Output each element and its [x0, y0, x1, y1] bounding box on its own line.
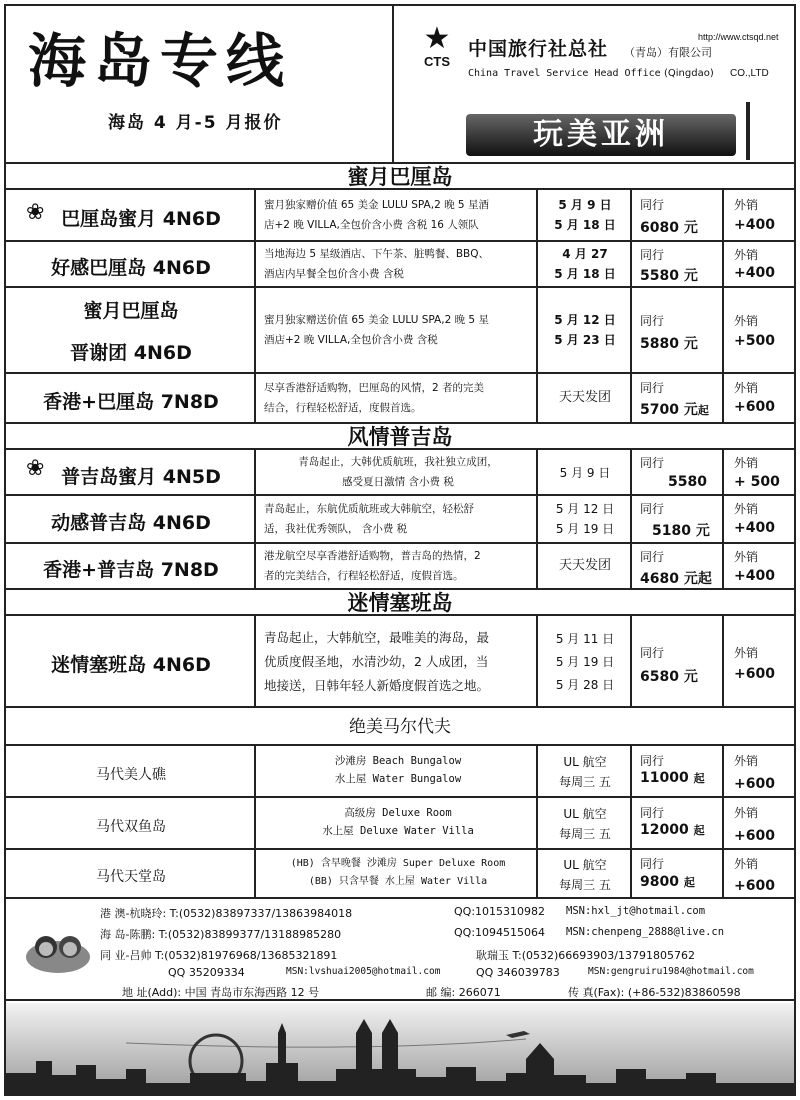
date: 5 月 11 日 — [555, 632, 615, 646]
peer-label: 同行 — [640, 502, 665, 516]
table-row — [6, 374, 794, 424]
table-row — [6, 850, 794, 899]
date: 5 月 23 日 — [554, 333, 616, 347]
tour-name: 晋谢团 4N6D — [70, 342, 192, 364]
contact-island-qq: QQ:1094515064 — [454, 926, 546, 939]
peer-label: 同行 — [640, 550, 665, 564]
tour-desc-cell — [256, 850, 538, 897]
contact-address: 地 址(Add): 中国 青岛市东海西路 12 号 — [122, 986, 320, 999]
desc-line: 地接送，日韩年轻人新婚度假首选之地。 — [264, 678, 490, 693]
tour-desc-cell — [256, 374, 538, 422]
desc-line: 青岛起止，大韩优质航班，我社独立成团， — [298, 456, 498, 468]
logo-abbr: CTS — [424, 54, 450, 69]
tour-name: 香港+普吉岛 7N8D — [43, 559, 219, 581]
date: 5 月 18 日 — [554, 267, 616, 281]
retail-label: 外销 — [734, 857, 759, 871]
tour-name: 动感普吉岛 4N6D — [51, 512, 211, 534]
peer-price: 5880 元 — [640, 336, 698, 352]
tour-desc-cell — [256, 450, 538, 494]
desc-line: 青岛起止，大韩航空，最唯美的海岛，最 — [264, 630, 490, 645]
contact-hk: 港 澳-杭晓玲: T:(0532)83897337/13863984018 — [100, 907, 353, 920]
peer-price: 4680 元起 — [640, 571, 712, 587]
tour-name-cell — [6, 190, 256, 240]
desc-line: 适，我社优秀领队， 含小费 税 — [264, 523, 408, 535]
tour-name-cell — [6, 616, 256, 706]
retail-price: +600 — [734, 666, 775, 682]
contact-block — [6, 899, 794, 1001]
price-suffix: 起 — [697, 404, 709, 417]
retail-label: 外销 — [734, 456, 759, 470]
date: 5 月 12 日 — [554, 313, 616, 327]
room-line: 高级房 Deluxe Room — [344, 807, 452, 819]
table-row — [6, 544, 794, 590]
schedule: 每周三 五 — [559, 775, 611, 789]
table-row — [6, 242, 794, 288]
tour-name: 迷情塞班岛 4N6D — [51, 654, 211, 676]
price-cell — [632, 450, 724, 494]
tour-name-cell — [6, 374, 256, 422]
retail-cell — [724, 374, 794, 422]
tour-name: 好感巴厘岛 4N6D — [51, 257, 211, 279]
peer-price: 5700 元 — [640, 402, 698, 418]
contact-peer2: 耿瑞玉 T:(0532)66693903/13791805762 — [476, 949, 695, 962]
retail-cell — [724, 496, 794, 542]
desc-line: 感受夏日激情 含小费 税 — [342, 476, 454, 488]
date-cell — [538, 450, 632, 494]
date-cell — [538, 544, 632, 588]
table-row — [6, 746, 794, 798]
retail-label: 外销 — [734, 646, 759, 660]
retail-label: 外销 — [734, 754, 759, 768]
price-suffix: 起 — [693, 772, 705, 785]
price-cell — [632, 374, 724, 422]
section-title-phuket: 风情普吉岛 — [6, 424, 794, 450]
schedule: 每周三 五 — [559, 878, 611, 892]
contact-peer: 同 业-吕帅 T:(0532)81976968/13685321891 — [100, 949, 338, 962]
retail-label: 外销 — [734, 381, 759, 395]
peer-price: 5580 — [668, 474, 707, 490]
date: 5 月 18 日 — [554, 218, 616, 232]
tour-desc-cell — [256, 616, 538, 706]
peer-label: 同行 — [640, 198, 665, 212]
retail-label: 外销 — [734, 806, 759, 820]
retail-label: 外销 — [734, 314, 759, 328]
retail-cell — [724, 544, 794, 588]
price-cell — [632, 242, 724, 286]
room-line: 沙滩房 Beach Bungalow — [334, 755, 462, 767]
tour-desc-cell — [256, 798, 538, 848]
price-cell — [632, 288, 724, 372]
peer-label: 同行 — [640, 646, 665, 660]
tour-name: 巴厘岛蜜月 4N6D — [61, 208, 221, 230]
contact-fax: 传 真(Fax): (+86-532)83860598 — [568, 986, 741, 999]
company-branch-cn: （青岛） — [624, 46, 668, 59]
city-skyline-image — [6, 1003, 794, 1096]
desc-line: 蜜月独家赠送价值 65 美金 LULU SPA,2 晚 5 星 — [264, 314, 489, 326]
retail-price: + 500 — [734, 474, 780, 490]
contact-island: 海 岛-陈鹏: T:(0532)83899377/13188985280 — [100, 928, 342, 941]
table-row — [6, 190, 794, 242]
tour-name: 香港+巴厘岛 7N8D — [43, 391, 219, 413]
tour-name-cell — [6, 798, 256, 848]
retail-label: 外销 — [734, 550, 759, 564]
retail-cell — [724, 450, 794, 494]
date: 5 月 28 日 — [555, 678, 615, 692]
price-cell — [632, 190, 724, 240]
retail-cell — [724, 616, 794, 706]
retail-price: +400 — [734, 217, 775, 233]
daily-departure: 天天发团 — [558, 390, 611, 405]
airline: UL 航空 — [563, 755, 607, 769]
desc-line: 者的完美结合，行程轻松舒适，度假首选。 — [264, 570, 464, 582]
peer-price: 6580 元 — [640, 669, 698, 685]
table-row — [6, 288, 794, 374]
room-line: (BB) 只含早餐 水上屋 Water Villa — [308, 876, 488, 887]
contact-avatar-icon — [24, 927, 92, 975]
date-cell — [538, 374, 632, 422]
desc-line: 青岛起止，东航优质航班或大韩航空，轻松舒 — [264, 503, 474, 515]
section-title-maldives: 绝美马尔代夫 — [6, 708, 794, 746]
tour-desc-cell — [256, 544, 538, 588]
tour-desc-cell — [256, 288, 538, 372]
desc-line: 店+2 晚 VILLA,全包价含小费 含税 16 人领队 — [264, 219, 479, 231]
peer-price: 12000 — [640, 822, 689, 838]
retail-cell — [724, 746, 794, 796]
date-cell — [538, 850, 632, 897]
date: 5 月 9 日 — [558, 198, 612, 212]
retail-price: +600 — [734, 878, 775, 894]
header-title-block — [6, 6, 394, 162]
header — [6, 6, 794, 164]
date-cell — [538, 190, 632, 240]
tour-name: 蜜月巴厘岛 — [83, 300, 179, 322]
divider — [746, 102, 750, 160]
price-cell — [632, 496, 724, 542]
price-suffix: 起 — [683, 876, 695, 889]
contact-geng-qq: QQ 346039783 — [476, 966, 560, 979]
desc-line: 酒店内早餐全包价含小费 含税 — [264, 268, 404, 280]
company-name-en: China Travel Service Head Office — [468, 68, 661, 79]
date-cell — [538, 496, 632, 542]
tour-desc-cell — [256, 242, 538, 286]
date-cell — [538, 288, 632, 372]
date-cell — [538, 798, 632, 848]
desc-line: 尽享香港舒适购物，巴厘岛的风情，2 者的完美 — [264, 382, 485, 394]
company-block — [396, 6, 794, 162]
daily-departure: 天天发团 — [558, 558, 611, 573]
tour-name: 马代双鱼岛 — [96, 819, 166, 835]
tour-name: 马代美人礁 — [96, 767, 166, 783]
date: 5 月 19 日 — [555, 522, 615, 536]
table-row — [6, 450, 794, 496]
retail-label: 外销 — [734, 502, 759, 516]
desc-line: 当地海边 5 星级酒店、下午茶、脏鸭餐、BBQ、 — [264, 248, 490, 260]
tour-name: 马代天堂岛 — [96, 869, 166, 885]
peer-price: 5180 元 — [652, 523, 710, 539]
desc-line: 蜜月独家赠价值 65 美金 LULU SPA,2 晚 5 星酒 — [264, 199, 489, 211]
section-title-bali: 蜜月巴厘岛 — [6, 164, 794, 190]
date-cell — [538, 746, 632, 796]
retail-cell — [724, 850, 794, 897]
retail-price: +600 — [734, 828, 775, 844]
contact-zip: 邮 编: 266071 — [426, 986, 501, 999]
contact-island-msn: MSN:chenpeng_2888@live.cn — [566, 926, 725, 938]
company-suffix-en: CO.,LTD — [730, 68, 769, 79]
desc-line: 优质度假圣地，水清沙幼，2 人成团，当 — [264, 654, 489, 669]
date: 5 月 9 日 — [559, 466, 611, 480]
flower-icon: ❀ — [26, 456, 45, 481]
tour-desc-cell — [256, 496, 538, 542]
retail-price: +600 — [734, 399, 775, 415]
peer-price: 6080 元 — [640, 220, 698, 236]
tour-name-cell — [6, 746, 256, 796]
retail-label: 外销 — [734, 198, 759, 212]
contact-hk-qq: QQ:1015310982 — [454, 905, 546, 918]
date: 5 月 19 日 — [555, 655, 615, 669]
retail-price: +400 — [734, 568, 775, 584]
tour-name: 普吉岛蜜月 4N5D — [61, 466, 221, 488]
contact-hk-msn: MSN:hxl_jt@hotmail.com — [566, 905, 706, 917]
cts-logo — [414, 21, 460, 84]
price-cell — [632, 544, 724, 588]
tour-desc-cell — [256, 190, 538, 240]
date-cell — [538, 242, 632, 286]
room-line: 水上屋 Water Bungalow — [334, 773, 462, 785]
contact-geng-msn: MSN:gengruiru1984@hotmail.com — [588, 966, 754, 977]
flyer-page — [4, 4, 796, 1096]
desc-line: 结合，行程轻松舒适，度假首选。 — [264, 402, 422, 414]
table-row — [6, 616, 794, 708]
company-suffix-cn: 有限公司 — [668, 46, 712, 59]
airline: UL 航空 — [563, 807, 607, 821]
tour-name-cell — [6, 242, 256, 286]
price-cell — [632, 798, 724, 848]
peer-price: 11000 — [640, 770, 689, 786]
table-row — [6, 798, 794, 850]
date: 4 月 27 — [562, 247, 608, 261]
tour-desc-cell — [256, 746, 538, 796]
retail-label: 外销 — [734, 248, 759, 262]
table-row — [6, 496, 794, 544]
company-name-cn: 中国旅行社总社 — [468, 38, 609, 60]
desc-line: 港龙航空尽享香港舒适购物，普吉岛的热情，2 — [264, 550, 481, 562]
retail-price: +600 — [734, 776, 775, 792]
peer-label: 同行 — [640, 754, 665, 768]
star-icon: ★ — [423, 21, 451, 56]
retail-price: +500 — [734, 333, 775, 349]
tour-name-cell — [6, 288, 256, 372]
peer-label: 同行 — [640, 314, 665, 328]
page-subtitle: 海岛 4 月-5 月报价 — [108, 113, 283, 133]
price-cell — [632, 850, 724, 897]
peer-label: 同行 — [640, 857, 665, 871]
price-cell — [632, 746, 724, 796]
peer-price: 5580 元 — [640, 268, 698, 284]
date-cell — [538, 616, 632, 706]
company-branch-en: (Qingdao) — [664, 68, 714, 79]
retail-price: +400 — [734, 520, 775, 536]
retail-cell — [724, 190, 794, 240]
company-url: http://www.ctsqd.net — [698, 32, 779, 42]
tour-name-cell — [6, 450, 256, 494]
peer-label: 同行 — [640, 381, 665, 395]
retail-price: +400 — [734, 265, 775, 281]
room-line: 水上屋 Deluxe Water Villa — [322, 825, 474, 837]
retail-cell — [724, 288, 794, 372]
tour-name-cell — [6, 544, 256, 588]
peer-label: 同行 — [640, 806, 665, 820]
price-suffix: 起 — [693, 824, 705, 837]
contact-lv-qq: QQ 35209334 — [168, 966, 245, 979]
tour-name-cell — [6, 496, 256, 542]
peer-label: 同行 — [640, 456, 665, 470]
retail-cell — [724, 242, 794, 286]
tour-name-cell — [6, 850, 256, 897]
slogan-banner: 玩美亚洲 — [466, 114, 736, 156]
price-cell — [632, 616, 724, 706]
schedule: 每周三 五 — [559, 827, 611, 841]
desc-line: 酒店+2 晚 VILLA,全包价含小费 含税 — [264, 334, 438, 346]
contact-lv-msn: MSN:lvshuai2005@hotmail.com — [286, 966, 441, 977]
date: 5 月 12 日 — [555, 502, 615, 516]
page-title: 海岛专线 — [28, 27, 293, 95]
flower-icon: ❀ — [26, 200, 45, 225]
room-line: (HB) 含早晚餐 沙滩房 Super Deluxe Room — [290, 858, 506, 869]
section-title-saipan: 迷情塞班岛 — [6, 590, 794, 616]
airline: UL 航空 — [563, 858, 607, 872]
retail-cell — [724, 798, 794, 848]
peer-label: 同行 — [640, 248, 665, 262]
peer-price: 9800 — [640, 874, 679, 890]
